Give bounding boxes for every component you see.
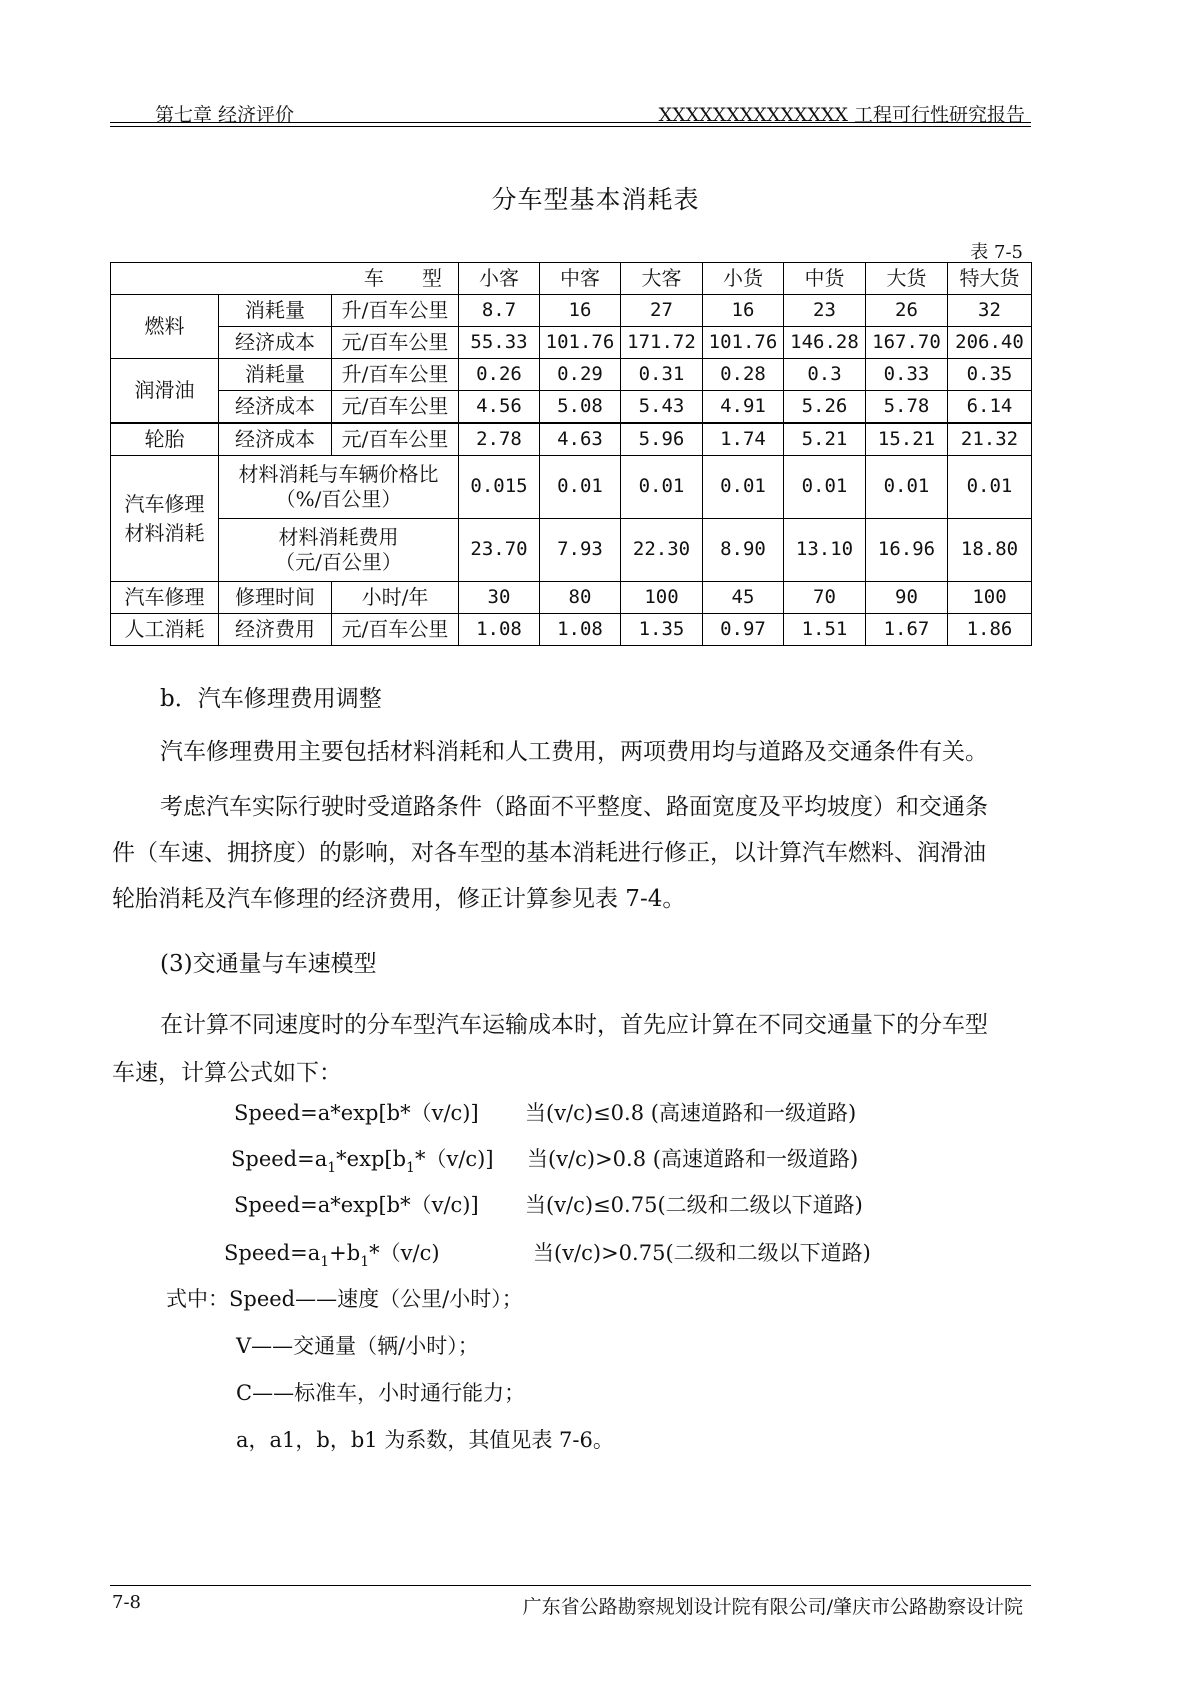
definition-c: C——标准车，小时通行能力； xyxy=(236,1381,526,1405)
cell: 4.56 xyxy=(459,391,540,424)
cell: 0.01 xyxy=(703,456,784,519)
item-label: 经济成本 xyxy=(219,423,332,456)
group-label: 燃料 xyxy=(111,295,219,359)
table-row xyxy=(111,582,1032,614)
cell: 1.51 xyxy=(784,614,866,646)
paragraph-2-line-2: 件（车速、拥挤度）的影响，对各车型的基本消耗进行修正，以计算汽车燃料、润滑油 xyxy=(112,840,986,866)
cell: 1.35 xyxy=(621,614,703,646)
group-label: 润滑油 xyxy=(111,359,219,424)
cell: 5.08 xyxy=(540,391,621,424)
cell: 167.70 xyxy=(866,327,948,359)
cell: 32 xyxy=(948,295,1032,327)
table-row xyxy=(111,519,1032,582)
col-header: 小客 xyxy=(459,263,540,295)
group-label: 汽车修理 xyxy=(111,582,219,614)
cell: 90 xyxy=(866,582,948,614)
formula-2-part: Speed=a xyxy=(231,1147,328,1171)
cell: 0.28 xyxy=(703,359,784,391)
col-header: 大货 xyxy=(866,263,948,295)
cell: 4.63 xyxy=(540,423,621,456)
cell: 0.97 xyxy=(703,614,784,646)
unit-label: 元/百车公里 xyxy=(332,423,459,456)
cell: 16.96 xyxy=(866,519,948,582)
cell: 2.78 xyxy=(459,423,540,456)
group-label: 轮胎 xyxy=(111,423,219,456)
cell: 1.08 xyxy=(459,614,540,646)
cell: 0.01 xyxy=(948,456,1032,519)
unit-label: 升/百车公里 xyxy=(332,359,459,391)
formula-4-part: *（v/c) xyxy=(369,1241,440,1265)
cell: 80 xyxy=(540,582,621,614)
cell: 5.26 xyxy=(784,391,866,424)
cell: 7.93 xyxy=(540,519,621,582)
formula-2 xyxy=(231,1143,494,1176)
table-row xyxy=(111,391,1032,424)
cell: 8.7 xyxy=(459,295,540,327)
cell: 26 xyxy=(866,295,948,327)
cell: 4.91 xyxy=(703,391,784,424)
unit-label: 元/百车公里 xyxy=(332,614,459,646)
formula-2-condition: 当(v/c)>0.8 (高速道路和一级道路) xyxy=(527,1147,859,1171)
definition-speed: 式中：Speed——速度（公里/小时）； xyxy=(166,1287,523,1311)
table-row xyxy=(111,423,1032,456)
table-row xyxy=(111,359,1032,391)
cell: 8.90 xyxy=(703,519,784,582)
cell: 13.10 xyxy=(784,519,866,582)
cell: 0.3 xyxy=(784,359,866,391)
cell: 101.76 xyxy=(703,327,784,359)
formula-3-condition: 当(v/c)≤0.75(二级和二级以下道路) xyxy=(525,1193,863,1217)
cell: 70 xyxy=(784,582,866,614)
paragraph-2-line-1: 考虑汽车实际行驶时受道路条件（路面不平整度、路面宽度及平均坡度）和交通条 xyxy=(160,794,988,820)
cell: 22.30 xyxy=(621,519,703,582)
header-report-title: XXXXXXXXXXXXXX 工程可行性研究报告 xyxy=(658,104,1025,126)
cell: 171.72 xyxy=(621,327,703,359)
table-row xyxy=(111,295,1032,327)
table-row xyxy=(111,327,1032,359)
cell: 16 xyxy=(540,295,621,327)
col-header: 特大货 xyxy=(948,263,1032,295)
formula-4-part: Speed=a xyxy=(224,1241,321,1265)
table-header-row xyxy=(111,263,1032,295)
cell: 1.86 xyxy=(948,614,1032,646)
cell: 30 xyxy=(459,582,540,614)
item-label: 消耗量 xyxy=(219,359,332,391)
header-rule-thin xyxy=(110,126,1031,127)
section-3-heading: (3)交通量与车速模型 xyxy=(160,951,377,977)
formula-3: Speed=a*exp[b*（v/c)] xyxy=(234,1193,479,1217)
col-header: 中货 xyxy=(784,263,866,295)
cell: 1.67 xyxy=(866,614,948,646)
section-b-heading: b．汽车修理费用调整 xyxy=(160,686,382,712)
col-header: 小货 xyxy=(703,263,784,295)
cell: 0.01 xyxy=(540,456,621,519)
group-label: 人工消耗 xyxy=(111,614,219,646)
formula-2-subscript: 1 xyxy=(406,1160,415,1176)
cell: 0.01 xyxy=(784,456,866,519)
cell: 5.96 xyxy=(621,423,703,456)
cell: 5.78 xyxy=(866,391,948,424)
cell: 18.80 xyxy=(948,519,1032,582)
paragraph-3-line-1: 在计算不同速度时的分车型汽车运输成本时，首先应计算在不同交通量下的分车型 xyxy=(160,1012,988,1038)
cell: 16 xyxy=(703,295,784,327)
group-label: 汽车修理 材料消耗 xyxy=(111,456,219,582)
definition-v: V——交通量（辆/小时）； xyxy=(236,1334,479,1358)
formula-4-subscript: 1 xyxy=(320,1254,330,1270)
unit-label: 升/百车公里 xyxy=(332,295,459,327)
cell: 55.33 xyxy=(459,327,540,359)
cell: 15.21 xyxy=(866,423,948,456)
vehicle-type-label: 车 型 xyxy=(111,263,459,295)
formula-2-part: *（v/c)] xyxy=(414,1147,494,1171)
header-rule xyxy=(110,122,1031,123)
footer-rule xyxy=(110,1585,1031,1586)
cell: 5.43 xyxy=(621,391,703,424)
item-label: 经济费用 xyxy=(219,614,332,646)
cell: 0.015 xyxy=(459,456,540,519)
cell: 1.74 xyxy=(703,423,784,456)
unit-label: 元/百车公里 xyxy=(332,327,459,359)
cell: 5.21 xyxy=(784,423,866,456)
cell: 0.01 xyxy=(621,456,703,519)
formula-4 xyxy=(224,1237,440,1270)
cell: 100 xyxy=(948,582,1032,614)
formula-2-part: *exp[b xyxy=(336,1147,407,1171)
cell: 45 xyxy=(703,582,784,614)
cell: 0.01 xyxy=(866,456,948,519)
table-number: 表 7-5 xyxy=(970,242,1023,263)
item-label: 材料消耗与车辆价格比 （%/百公里） xyxy=(219,456,459,519)
cell: 206.40 xyxy=(948,327,1032,359)
paragraph-3-line-2: 车速，计算公式如下： xyxy=(112,1060,342,1086)
formula-4-subscript: 1 xyxy=(360,1254,370,1270)
cell: 0.29 xyxy=(540,359,621,391)
col-header: 大客 xyxy=(621,263,703,295)
formula-4-condition: 当(v/c)>0.75(二级和二级以下道路) xyxy=(533,1241,871,1265)
cell: 23 xyxy=(784,295,866,327)
cell: 23.70 xyxy=(459,519,540,582)
cell: 0.26 xyxy=(459,359,540,391)
item-label: 消耗量 xyxy=(219,295,332,327)
consumption-table xyxy=(110,262,1032,646)
table-title: 分车型基本消耗表 xyxy=(491,185,700,214)
header-chapter: 第七章 经济评价 xyxy=(155,104,295,126)
item-label: 修理时间 xyxy=(219,582,332,614)
paragraph-2-line-3: 轮胎消耗及汽车修理的经济费用，修正计算参见表 7-4。 xyxy=(112,886,686,912)
table-row xyxy=(111,456,1032,519)
item-label: 经济成本 xyxy=(219,391,332,424)
cell: 6.14 xyxy=(948,391,1032,424)
table-row xyxy=(111,614,1032,646)
cell: 0.31 xyxy=(621,359,703,391)
cell: 0.33 xyxy=(866,359,948,391)
cell: 101.76 xyxy=(540,327,621,359)
paragraph-1: 汽车修理费用主要包括材料消耗和人工费用，两项费用均与道路及交通条件有关。 xyxy=(160,739,988,765)
cell: 100 xyxy=(621,582,703,614)
cell: 21.32 xyxy=(948,423,1032,456)
formula-1-condition: 当(v/c)≤0.8 (高速道路和一级道路) xyxy=(525,1101,857,1125)
formula-2-subscript: 1 xyxy=(327,1160,337,1176)
col-header: 中客 xyxy=(540,263,621,295)
cell: 27 xyxy=(621,295,703,327)
cell: 1.08 xyxy=(540,614,621,646)
page-number: 7-8 xyxy=(112,1592,141,1613)
formula-1: Speed=a*exp[b*（v/c)] xyxy=(234,1101,479,1125)
formula-4-part: +b xyxy=(329,1241,361,1265)
cell: 146.28 xyxy=(784,327,866,359)
item-label: 经济成本 xyxy=(219,327,332,359)
cell: 0.35 xyxy=(948,359,1032,391)
footer-organization: 广东省公路勘察规划设计院有限公司/肇庆市公路勘察设计院 xyxy=(522,1596,1023,1618)
unit-label: 元/百车公里 xyxy=(332,391,459,424)
unit-label: 小时/年 xyxy=(332,582,459,614)
definition-coefficients: a，a1，b，b1 为系数，其值见表 7-6。 xyxy=(236,1428,614,1452)
item-label: 材料消耗费用 （元/百公里） xyxy=(219,519,459,582)
